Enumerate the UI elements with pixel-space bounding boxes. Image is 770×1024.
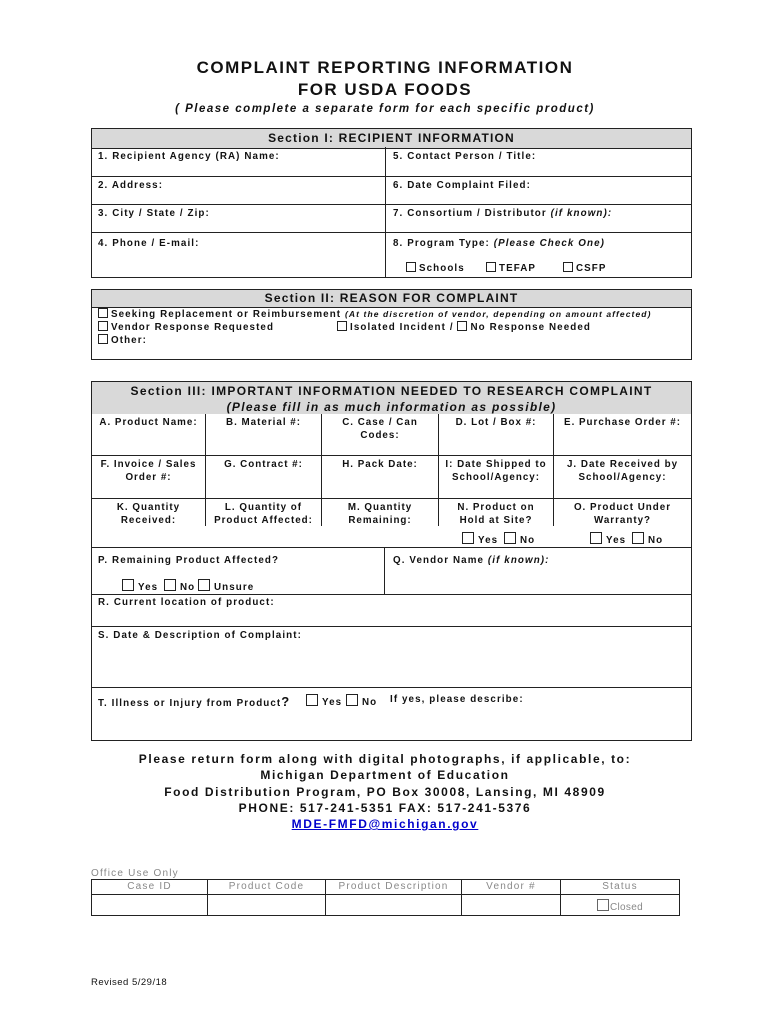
return-instructions: Please return form along with digital photographs, if applicable, to:	[138, 752, 632, 766]
checkbox-icon	[406, 262, 416, 272]
vendor-name-field[interactable]: Q. Vendor Name (if known):	[393, 555, 550, 566]
quantity-remaining-field[interactable]: M. Quantity Remaining:	[347, 502, 413, 526]
purchase-order-field[interactable]: E. Purchase Order #:	[564, 417, 681, 428]
section3-title: Section III: IMPORTANT INFORMATION NEEDED TO RESEARCH COMPLAINT	[130, 384, 653, 398]
remaining-yes-checkbox[interactable]: Yes	[122, 579, 158, 593]
checkbox-icon	[486, 262, 496, 272]
revised-date: Revised 5/29/18	[91, 977, 168, 988]
date-description-field[interactable]: S. Date & Description of Complaint:	[98, 630, 302, 641]
office-col-vendor-number: Vendor #	[486, 881, 536, 892]
remaining-product-affected-label: P. Remaining Product Affected?	[98, 555, 280, 566]
program-tefap-checkbox[interactable]: TEFAP	[486, 262, 536, 274]
pack-date-field[interactable]: H. Pack Date:	[342, 459, 418, 470]
checkbox-icon	[590, 532, 602, 544]
seeking-replacement-checkbox[interactable]: Seeking Replacement or Reimbursement (At the discretion of vendor, depending on amount affected)	[98, 308, 652, 320]
checkbox-icon	[98, 334, 108, 344]
checkbox-icon	[98, 321, 108, 331]
case-can-codes-field[interactable]: C. Case / Can Codes:	[342, 417, 418, 441]
address-field[interactable]: 2. Address:	[98, 180, 164, 191]
checkbox-icon	[337, 321, 347, 331]
product-on-hold-label: N. Product on Hold at Site?	[457, 502, 535, 526]
hold-yes-checkbox[interactable]: Yes	[462, 532, 498, 546]
illness-no-checkbox[interactable]: No	[346, 694, 377, 708]
checkbox-icon	[198, 579, 210, 591]
checkbox-icon	[122, 579, 134, 591]
checkbox-icon	[563, 262, 573, 272]
contract-number-field[interactable]: G. Contract #:	[224, 459, 303, 470]
checkbox-icon	[164, 579, 176, 591]
date-complaint-filed-field[interactable]: 6. Date Complaint Filed:	[393, 180, 531, 191]
lot-box-field[interactable]: D. Lot / Box #:	[455, 417, 537, 428]
checkbox-icon	[632, 532, 644, 544]
hold-no-checkbox[interactable]: No	[504, 532, 535, 546]
program-schools-checkbox[interactable]: Schools	[406, 262, 465, 274]
recipient-agency-name-field[interactable]: 1. Recipient Agency (RA) Name:	[98, 151, 280, 162]
remaining-no-checkbox[interactable]: No	[164, 579, 195, 593]
checkbox-icon	[457, 321, 467, 331]
form-subtitle: ( Please complete a separate form for each specific product)	[175, 103, 595, 115]
illness-injury-label: T. Illness or Injury from Product?	[98, 694, 291, 709]
invoice-sales-order-field[interactable]: F. Invoice / Sales Order #:	[100, 459, 197, 483]
checkbox-icon	[306, 694, 318, 706]
warranty-yes-checkbox[interactable]: Yes	[590, 532, 626, 546]
vendor-response-checkbox[interactable]: Vendor Response Requested	[98, 321, 274, 333]
remaining-unsure-checkbox[interactable]: Unsure	[198, 579, 254, 593]
product-name-field[interactable]: A. Product Name:	[99, 417, 198, 428]
section1-title: Section I: RECIPIENT INFORMATION	[92, 129, 691, 149]
material-number-field[interactable]: B. Material #:	[226, 417, 301, 428]
form-title-line1: COMPLAINT REPORTING INFORMATION	[196, 58, 574, 77]
current-location-field[interactable]: R. Current location of product:	[98, 597, 275, 608]
other-checkbox[interactable]: Other:	[98, 334, 147, 346]
return-department: Michigan Department of Education	[260, 768, 510, 782]
illness-yes-checkbox[interactable]: Yes	[306, 694, 342, 708]
return-email-link[interactable]: MDE-FMFD@michigan.gov	[291, 817, 479, 831]
office-col-product-code: Product Code	[228, 881, 305, 892]
program-type-label: 8. Program Type: (Please Check One)	[393, 238, 606, 249]
office-use-label: Office Use Only	[91, 868, 179, 879]
office-col-product-description: Product Description	[338, 881, 449, 892]
city-state-zip-field[interactable]: 3. City / State / Zip:	[98, 208, 210, 219]
illness-describe-field[interactable]: If yes, please describe:	[390, 694, 524, 705]
section3-subtitle: (Please fill in as much information as possible)	[226, 400, 557, 414]
date-received-field[interactable]: J. Date Received by School/Agency:	[566, 459, 679, 483]
checkbox-icon	[597, 899, 609, 911]
return-address: Food Distribution Program, PO Box 30008, Lansing, MI 48909	[164, 785, 606, 799]
program-csfp-checkbox[interactable]: CSFP	[563, 262, 607, 274]
isolated-incident-checkbox[interactable]: Isolated Incident / No Response Needed	[337, 321, 591, 333]
quantity-received-field[interactable]: K. Quantity Received:	[116, 502, 181, 526]
consortium-distributor-field[interactable]: 7. Consortium / Distributor (if known):	[393, 208, 613, 219]
phone-email-field[interactable]: 4. Phone / E-mail:	[98, 238, 200, 249]
checkbox-icon	[98, 308, 108, 318]
form-title-line2: FOR USDA FOODS	[297, 80, 473, 99]
checkbox-icon	[346, 694, 358, 706]
office-col-status: Status	[602, 881, 638, 892]
return-phone-fax: PHONE: 517-241-5351 FAX: 517-241-5376	[238, 801, 532, 815]
date-shipped-field[interactable]: I: Date Shipped to School/Agency:	[445, 459, 547, 483]
contact-person-field[interactable]: 5. Contact Person / Title:	[393, 151, 537, 162]
checkbox-icon	[462, 532, 474, 544]
office-col-case-id: Case ID	[127, 881, 172, 892]
section2-title: Section II: REASON FOR COMPLAINT	[92, 290, 691, 308]
quantity-affected-field[interactable]: L. Quantity of Product Affected:	[214, 502, 313, 526]
checkbox-icon	[504, 532, 516, 544]
product-under-warranty-label: O. Product Under Warranty?	[573, 502, 672, 526]
warranty-no-checkbox[interactable]: No	[632, 532, 663, 546]
status-closed-checkbox[interactable]: Closed	[597, 899, 643, 913]
